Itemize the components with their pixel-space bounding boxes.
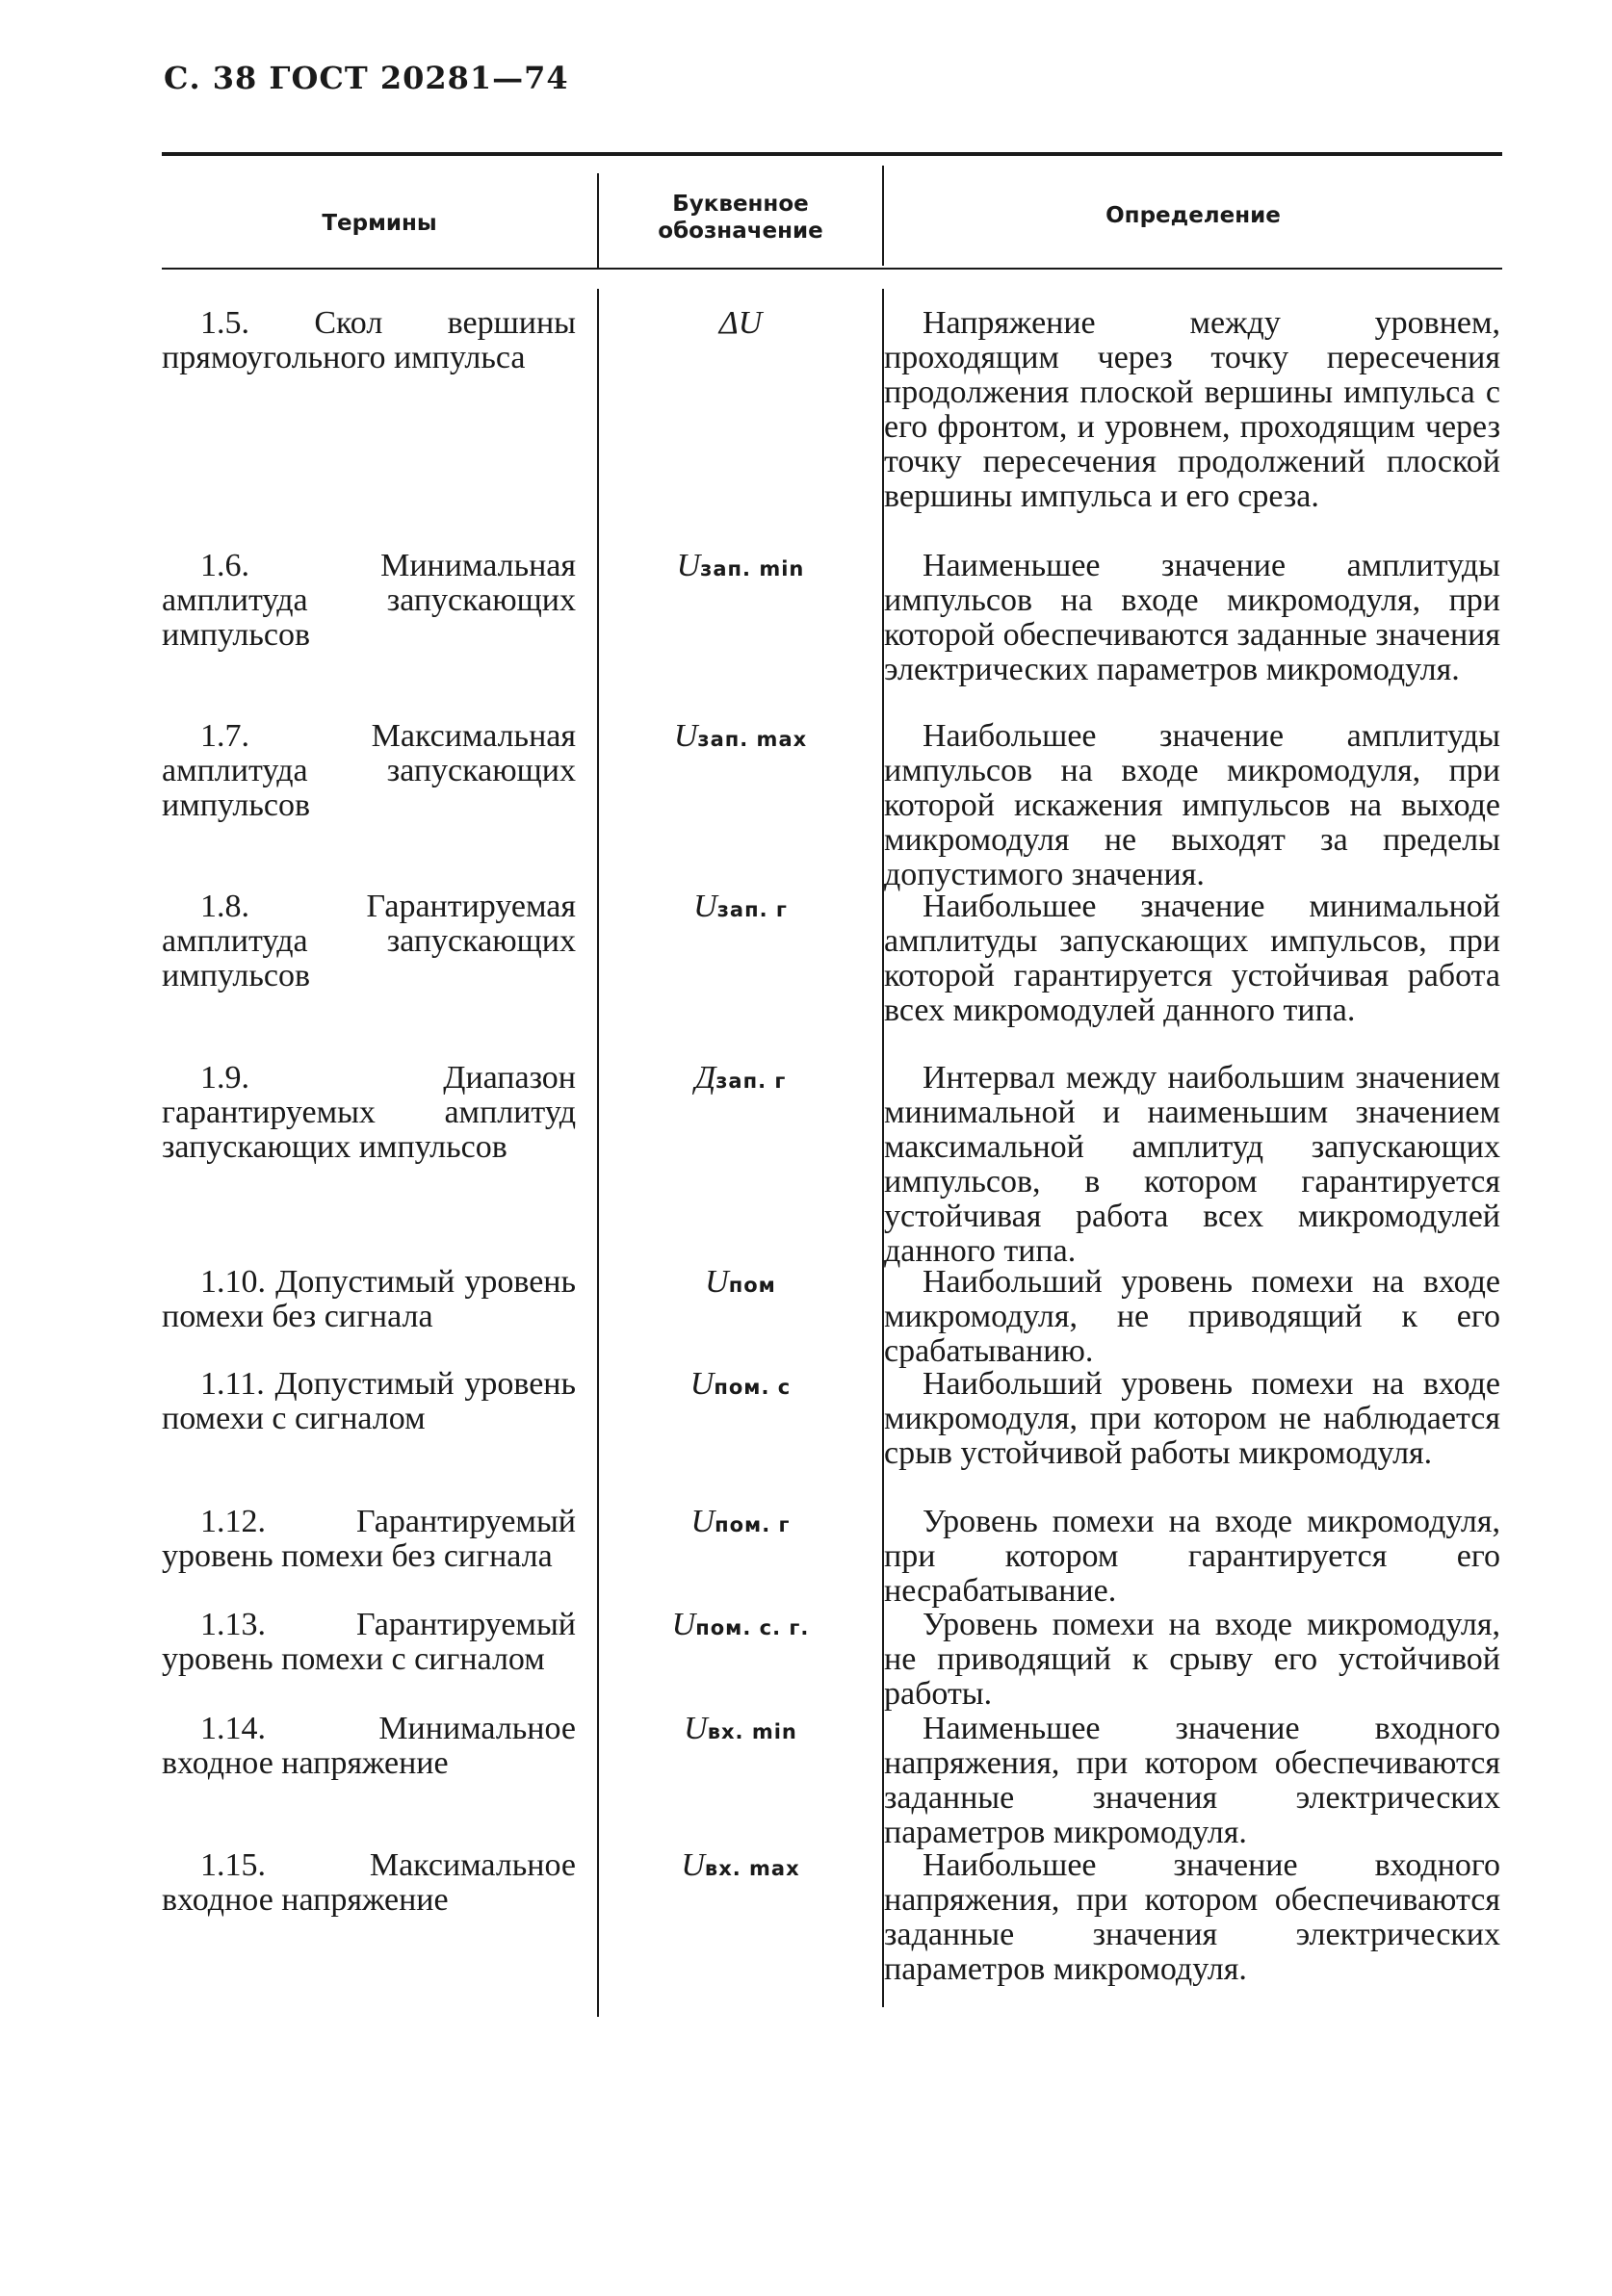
symbol-1-14: Uвх. min [684,1711,797,1746]
symbol-1-11: Uпом. с [689,1366,792,1402]
definition-1-9: Интервал между наибольшим значением минимальной и наименьшим значением максимальной амплитуд запускающих импульсов, в котором гарантируется устойчивая работа всех микромодулей данного типа. [884,1060,1500,1269]
definition-1-12: Уровень помехи на входе микромодуля, при котором гарантируется его несрабатывание. [884,1504,1500,1609]
symbol-1-7: Uзап. max [673,718,808,754]
term-1-8: 1.8. Гарантируемая амплитуда запускающих импульсов [162,889,576,993]
term-1-13: 1.13. Гарантируемый уровень помехи с сигналом [162,1607,576,1677]
symbol-1-13: Uпом. с. г. [671,1607,810,1642]
definition-1-10: Наибольший уровень помехи на входе микромодуля, не приводящий к его срабатыванию. [884,1264,1500,1369]
definition-1-15: Наибольшее значение входного напряжения, при котором обеспечиваются заданные значения электрических параметров микромодуля. [884,1847,1500,1987]
column-header-symbol: Буквенное обозначение [658,192,823,244]
symbol-1-6: Uзап. min [676,548,805,583]
column-header-terms: Термины [322,211,437,236]
definition-1-8: Наибольшее значение минимальной амплитуды запускающих импульсов, при которой гарантируется устойчивая работа всех микромодулей данного типа. [884,889,1500,1028]
term-1-14: 1.14. Минимальное входное напряжение [162,1711,576,1781]
table-header-rule [162,268,1502,270]
term-1-6: 1.6. Минимальная амплитуда запускающих импульсов [162,548,576,653]
term-1-10: 1.10. Допустимый уровень помехи без сигнала [162,1264,576,1334]
symbol-1-10: Uпом [705,1264,776,1300]
definition-1-7: Наибольшее значение амплитуды импульсов на входе микромодуля, при которой искажения импульсов на выходе микромодуля не выходят за пределы допустимого значения. [884,718,1500,892]
term-1-9: 1.9. Диапазон гарантируемых амплитуд запускающих импульсов [162,1060,576,1165]
term-1-11: 1.11. Допустимый уровень помехи с сигналом [162,1366,576,1436]
definition-1-11: Наибольший уровень помехи на входе микромодуля, при котором не наблюдается срыв устойчивой работы микромодуля. [884,1366,1500,1471]
definition-1-6: Наименьшее значение амплитуды импульсов на входе микромодуля, при которой обеспечиваются заданные значения электрических параметров микромодуля. [884,548,1500,687]
term-1-15: 1.15. Максимальное входное напряжение [162,1847,576,1918]
page-header: С. 38 ГОСТ 20281—74 [164,60,569,96]
symbol-1-15: Uвх. max [681,1847,800,1883]
definition-1-13: Уровень помехи на входе микромодуля, не приводящий к срыву его устойчивой работы. [884,1607,1500,1712]
column-header-definition: Определение [1105,203,1281,228]
table-top-rule [162,152,1502,156]
term-1-5: 1.5. Скол вершины прямоугольного импульса [162,305,576,375]
symbol-1-8: Uзап. г [693,889,788,924]
definition-1-14: Наименьшее значение входного напряжения, при котором обеспечиваются заданные значения электрических параметров микромодуля. [884,1711,1500,1850]
symbol-1-12: Uпом. г [690,1504,791,1539]
term-1-12: 1.12. Гарантируемый уровень помехи без сигнала [162,1504,576,1574]
symbol-1-9: Дзап. г [694,1060,787,1096]
definition-1-5: Напряжение между уровнем, проходящим через точку пересечения продолжения плоской вершины импульса с его фронтом, и уровнем, проходящим через точку пересечения продолжений плоской вершины импульса и его среза. [884,305,1500,514]
term-1-7: 1.7. Максимальная амплитуда запускающих импульсов [162,718,576,823]
symbol-1-5: ΔU [718,305,763,341]
